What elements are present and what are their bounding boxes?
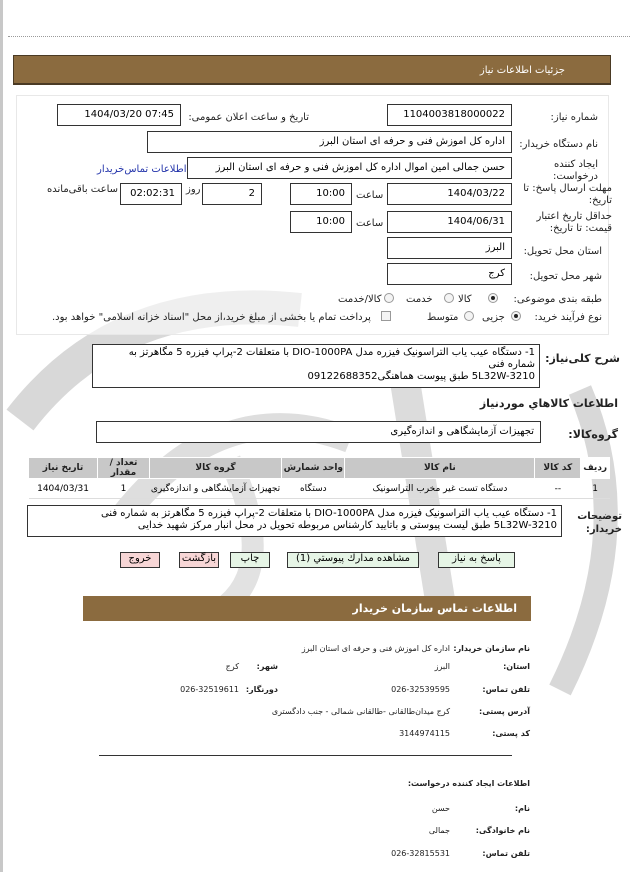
- contact-city-label: شهر:: [256, 662, 278, 671]
- reply-time-label: ساعت: [356, 190, 384, 201]
- cell-unit: دستگاه: [282, 479, 345, 499]
- reply-time-field: 10:00: [290, 183, 352, 205]
- contact-fax-label: دورنگار:: [245, 685, 278, 694]
- cell-item-code: --: [535, 479, 581, 499]
- category-radio-goods-service[interactable]: [384, 293, 394, 303]
- buyer-org-label: نام دستگاه خریدار:: [519, 139, 598, 150]
- page-title: جزئيات اطلاعات نياز: [479, 65, 565, 76]
- days-label: روز: [186, 184, 201, 195]
- col-item-code: کد کالا: [535, 458, 581, 479]
- delivery-city-field: کرج: [387, 263, 512, 285]
- summary-line-3: 5L32W-3210 طبق پیوست هماهنگی09122688352: [307, 371, 535, 382]
- contact-city-value: کرج: [225, 662, 239, 671]
- goods-table-header-row: [29, 458, 610, 479]
- category-goods-service-label: کالا/خدمت: [338, 294, 382, 305]
- time-remaining-label: ساعت باقی‌مانده: [47, 184, 119, 195]
- contact-fax-value: 026-32519611: [180, 685, 239, 694]
- buyer-notes-line-1: 1- دستگاه عیب یاب التراسونیک فیزره مدل DIO-1000PA با متعلقات 2-پراپ فیزره 5 مگاهرتز به شماره فنی: [100, 508, 557, 519]
- cell-quantity: 1: [98, 479, 150, 499]
- col-row-number: ردیف: [581, 458, 610, 479]
- creator-section-title: اطلاعات ایجاد کننده درخواست:: [407, 779, 530, 788]
- delivery-province-label: استان محل تحویل:: [523, 246, 602, 257]
- table-row: [29, 479, 610, 499]
- summary-line-2: شماره فنی: [488, 359, 535, 370]
- contact-province-label: استان:: [503, 662, 530, 671]
- contact-address-label: آدرس پستی:: [479, 707, 530, 716]
- page-header-bar: [13, 55, 611, 85]
- contact-address-value: کرج میدان‌طالقانی -طالقانی شمالی - جنب دادگستری: [271, 707, 450, 716]
- contact-province-value: البرز: [434, 662, 450, 671]
- announce-datetime-field: 1404/03/20 07:45: [57, 104, 181, 126]
- process-medium-label: متوسط: [427, 312, 459, 323]
- time-remaining-field: 02:02:31: [120, 183, 182, 205]
- creator-last-name-label: نام خانوادگی:: [475, 826, 530, 835]
- requester-field: حسن جمالی امین اموال اداره کل اموزش فنی و حرفه ای استان البرز: [187, 157, 512, 179]
- back-button[interactable]: بازگشت: [179, 552, 219, 568]
- col-item-name: نام کالا: [345, 458, 535, 479]
- category-label: طبقه بندی موضوعی:: [513, 294, 602, 305]
- col-need-date: تاریخ نیاز: [29, 458, 98, 479]
- category-service-label: خدمت: [406, 294, 433, 305]
- category-goods-label: کالا: [458, 294, 472, 305]
- treasury-note-label: پرداخت تمام یا بخشی از مبلغ خرید،از محل "اسناد خزانه اسلامی" خواهد بود.: [52, 312, 371, 323]
- contact-phone-value: 026-32539595: [391, 685, 450, 694]
- col-unit: واحد شمارش: [282, 458, 345, 479]
- summary-description-box: [92, 344, 540, 388]
- print-button[interactable]: چاپ: [230, 552, 270, 568]
- goods-group-field: تجهیزات آزمایشگاهی و اندازه‌گیری: [96, 421, 541, 443]
- buyer-notes-box: [27, 505, 562, 537]
- buyer-org-field: اداره کل اموزش فنی و حرفه ای استان البرز: [147, 131, 512, 153]
- buyer-contact-title: اطلاعات تماس سازمان خریدار: [352, 602, 517, 615]
- contact-postal-label: کد پستی:: [492, 729, 530, 738]
- need-number-field: 1104003818000022: [387, 104, 512, 126]
- contact-postal-value: 3144974115: [399, 729, 450, 738]
- price-validity-date-field: 1404/06/31: [387, 211, 512, 233]
- need-number-label: شماره نیاز:: [550, 112, 598, 123]
- buyer-contact-header-bar: [83, 596, 531, 621]
- category-radio-service[interactable]: [444, 293, 454, 303]
- col-quantity: تعداد / مقدار: [98, 458, 150, 479]
- contact-phone-label: تلفن تماس:: [482, 685, 530, 694]
- creator-phone-label: تلفن تماس:: [482, 849, 530, 858]
- process-radio-medium[interactable]: [464, 311, 474, 321]
- contact-org-value: اداره کل اموزش فنی و حرفه ای استان البرز: [301, 644, 450, 653]
- contact-org-label: نام سازمان خریدار:: [453, 644, 530, 653]
- reply-to-need-button[interactable]: پاسخ به نیاز: [438, 552, 515, 568]
- price-validity-label: حداقل تاریخ اعتبار قیمت: تا تاریخ:: [536, 211, 612, 234]
- process-minor-label: جزیی: [482, 312, 505, 323]
- summary-label: شرح کلی‌نیاز:: [545, 352, 620, 365]
- cell-row-number: 1: [581, 479, 610, 499]
- creator-first-name-value: حسن: [431, 804, 450, 813]
- creator-last-name-value: جمالی: [428, 826, 450, 835]
- goods-section-title: اطلاعات کالاهاي موردنیاز: [479, 397, 618, 410]
- contact-divider: [99, 755, 512, 756]
- dotted-separator: [8, 36, 630, 37]
- treasury-checkbox[interactable]: [381, 311, 391, 321]
- announce-datetime-label: تاریخ و ساعت اعلان عمومی:: [188, 112, 309, 123]
- requester-label: ایجاد کننده درخواست:: [553, 159, 598, 182]
- goods-group-label: گروه‌کالا:: [568, 428, 618, 441]
- process-radio-minor[interactable]: [511, 311, 521, 321]
- creator-phone-value: 026-32815531: [391, 849, 450, 858]
- buyer-contact-link[interactable]: اطلاعات تماس‌خریدار: [97, 164, 187, 175]
- reply-deadline-date-field: 1404/03/22: [387, 183, 512, 205]
- page-left-border: [0, 0, 3, 872]
- cell-item-name: دستگاه تست غیر مخرب التراسونیک: [345, 479, 535, 499]
- process-type-label: نوع فرآیند خرید:: [534, 312, 602, 323]
- cell-need-date: 1404/03/31: [29, 479, 98, 499]
- exit-button[interactable]: خروج: [120, 552, 160, 568]
- delivery-province-field: البرز: [387, 237, 512, 259]
- reply-deadline-label: مهلت ارسال پاسخ: تا تاریخ:: [523, 183, 612, 206]
- buyer-notes-label: توضیحات خریدار:: [577, 511, 622, 535]
- goods-table: [28, 457, 610, 499]
- cell-item-group: تجهیزات آزمایشگاهی و اندازه‌گیری: [149, 479, 281, 499]
- price-validity-time-label: ساعت: [356, 218, 384, 229]
- summary-line-1: 1- دستگاه عیب یاب التراسونیک فیزره مدل DIO-1000PA با متعلقات 2-پراپ فیزره 5 مگاهرتز به: [128, 347, 535, 358]
- delivery-city-label: شهر محل تحویل:: [529, 271, 602, 282]
- buyer-notes-line-2: 5L32W-3210 طبق لیست پیوستی و باتایید کارشناس مربوطه تحویل در محل انبار مرکز شهید خدایی: [137, 520, 557, 531]
- view-attachments-button[interactable]: مشاهده مدارك پیوستي (1): [287, 552, 419, 568]
- col-item-group: گروه کالا: [149, 458, 281, 479]
- price-validity-time-field: 10:00: [290, 211, 352, 233]
- category-radio-goods[interactable]: [488, 293, 498, 303]
- days-remaining-field: 2: [202, 183, 262, 205]
- creator-first-name-label: نام:: [514, 804, 530, 813]
